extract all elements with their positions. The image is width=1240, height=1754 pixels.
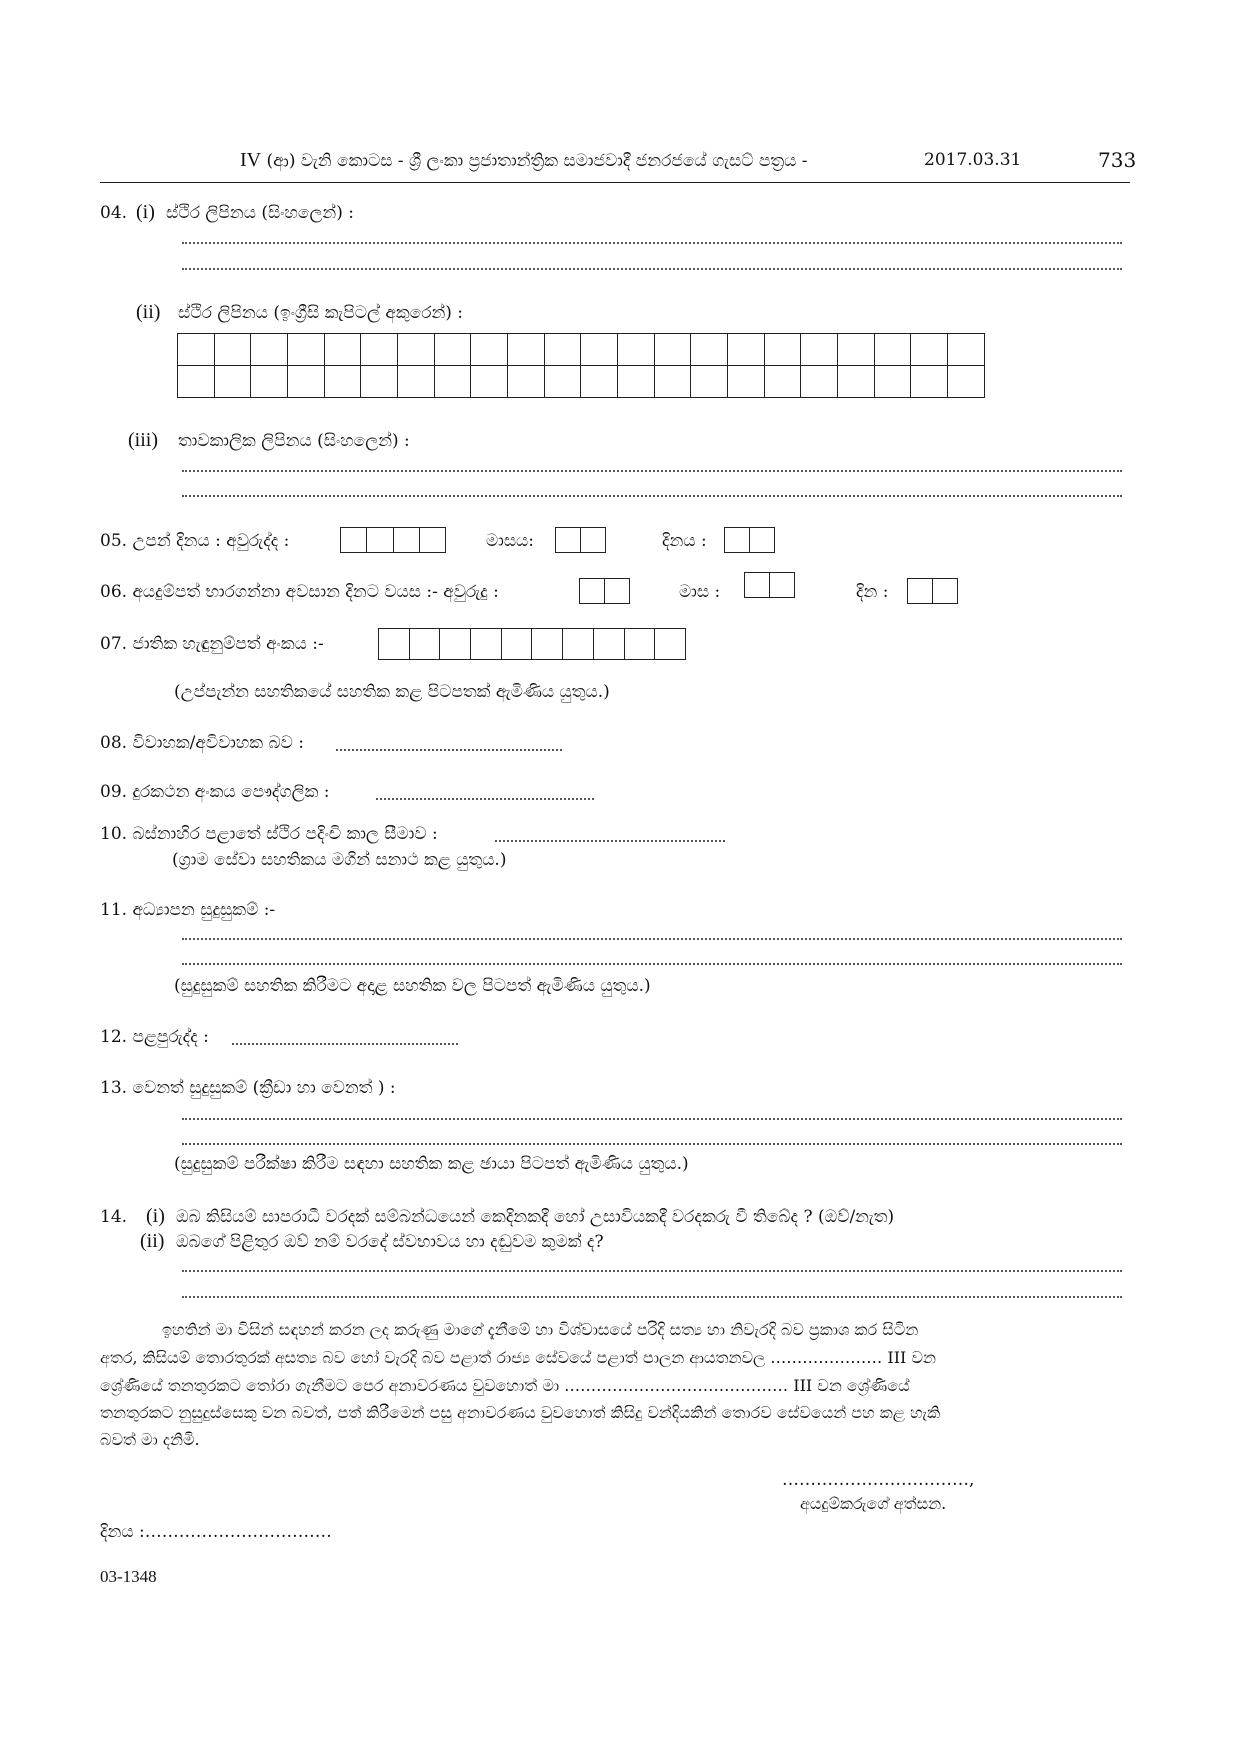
q04-i-line-2[interactable] — [182, 268, 1122, 270]
q14-line-2[interactable] — [182, 1296, 1122, 1298]
header-title — [240, 150, 808, 170]
q07-label: 07. ජාතික හැඳුනුම්පත් අංකය :- — [100, 634, 324, 654]
q08-line[interactable] — [336, 749, 562, 751]
q14-i-text: ඔබ කිසියම් සාපරාධී වරදක් සම්බන්ධයෙන් කෙදිනකදී හෝ උසාවියකදී වරදකරු වී තිබේද ? (ඔව්/නැත) — [176, 1207, 895, 1227]
date-field[interactable]: දිනය :…………………………… — [100, 1522, 332, 1542]
header-part-roman: IV — [240, 149, 262, 171]
q04-iii-line-2[interactable] — [182, 495, 1122, 497]
page-number: 733 — [1098, 148, 1137, 172]
q13-line-1[interactable] — [182, 1118, 1122, 1120]
q05-day-boxes[interactable] — [724, 527, 775, 553]
declaration-line-5: බවත් මා දනිමි. — [100, 1430, 200, 1449]
q04-iii-line-1[interactable] — [182, 470, 1122, 472]
q14-number: 14. — [100, 1207, 128, 1227]
q07-note: (උප්පැන්න සහතිකයේ සහතික කළ පිටපතක් ඇමිණිය යුතුය.) — [174, 682, 610, 702]
q14-line-1[interactable] — [182, 1270, 1122, 1272]
q11-line-1[interactable] — [182, 938, 1122, 940]
q13-line-2[interactable] — [182, 1143, 1122, 1145]
q06-day-boxes[interactable] — [907, 578, 958, 604]
q04-ii-label: (ii) — [136, 301, 161, 323]
q11-note: (සුදුසුකම් සහතික කිරීමට අදාළ සහතික වල පිටපත් ඇමිණිය යුතුය.) — [174, 976, 651, 996]
q14-i-label: (i) — [146, 1205, 165, 1227]
q10-line[interactable] — [495, 840, 725, 842]
q06-month-boxes[interactable] — [744, 572, 795, 598]
q13-note: (සුදුසුකම් පරීක්ෂා කිරීම සඳහා සහතික කළ ඡායා පිටපත් ඇමිණිය යුතුය.) — [174, 1154, 689, 1174]
q04-i-label: (i) — [136, 201, 155, 223]
q04-ii-address-grid[interactable] — [177, 333, 985, 398]
q05-label: 05. උපන් දිනය : අවුරුද්ද : — [100, 531, 290, 551]
q06-month-label: මාස : — [679, 582, 721, 602]
q04-iii-label: (iii) — [128, 429, 158, 451]
q12-label: 12. පළපුරුද්ද : — [100, 1027, 209, 1047]
q14-ii-label: (ii) — [140, 1230, 165, 1252]
q11-label: 11. අධ්‍යාපන සුදුසුකම් :- — [100, 900, 276, 920]
q05-day-label: දිනය : — [662, 531, 707, 551]
q04-number: 04. — [100, 203, 128, 223]
q04-iii-text: තාවකාලික ලිපිනය (සිංහලෙන්) : — [178, 431, 410, 451]
q06-day-label: දින : — [856, 582, 889, 602]
q09-line[interactable] — [376, 798, 594, 800]
header-rule — [100, 182, 1130, 183]
q09-label: 09. දුරකථන අංකය පෞද්ගලික : — [100, 782, 330, 802]
q06-label: 06. අයදුම්පත් භාරගන්නා අවසාන දිනට වයස :- අවුරුදු : — [100, 582, 499, 602]
q14-ii-text: ඔබගේ පිළිතුර ඔව් නම් වරදේ ස්වභාවය හා දඬුවම කුමක් ද? — [176, 1232, 604, 1252]
q05-month-boxes[interactable] — [555, 527, 606, 553]
q11-line-2[interactable] — [182, 963, 1122, 965]
q06-years-boxes[interactable] — [579, 578, 630, 604]
declaration-line-2: අතර, කිසියම් තොරතුරක් අසත්‍ය බව හෝ වැරදි බව පළාත් රාජ්‍ය සේවයේ පළාත් පාලන ආයතනවල ………………… III වන — [100, 1348, 936, 1367]
declaration-line-1: ඉහතින් මා විසින් සඳහන් කරන ලද කරුණු මාගේ දැනීමේ හා විශ්වාසයේ පරිදි සත්‍ය හා නිවැරදි බව ප්‍රකාශ කර සිටින — [162, 1320, 919, 1339]
q05-month-label: මාසය: — [486, 531, 534, 551]
declaration-line-3: ශ්‍රේණියේ තනතුරකට තෝරා ගැනීමට පෙර අනාවරණය වුවහොත් මා …………………………………… III වන ශ්‍රේණියේ — [100, 1376, 910, 1395]
q05-year-boxes[interactable] — [340, 527, 446, 553]
header-date: 2017.03.31 — [924, 150, 1022, 170]
header-part-text: (ආ) වැනි කොටස - ශ්‍රී ලංකා ප්‍රජාතාන්ත්‍රික සමාජවාදී ජනරජයේ ගැසට් පත්‍රය - — [266, 151, 808, 171]
q04-i-line-1[interactable] — [182, 242, 1122, 244]
reference-number: 03-1348 — [100, 1567, 157, 1586]
q10-note: (ග්‍රාම සේවා සහතිකය මගින් සනාථ කළ යුතුය.) — [172, 850, 507, 870]
signature-line[interactable]: ……………………………, — [782, 1470, 975, 1490]
q10-label: 10. බස්නාහිර පළාතේ ස්ථිර පදිංචි කාල සීමාව : — [100, 824, 438, 844]
q13-label: 13. වෙනත් සුදුසුකම් (ක්‍රීඩා හා වෙනත් ) : — [100, 1078, 396, 1098]
declaration-line-4: තනතුරකට නුසුදුස්සෙකු වන බවත්, පත් කිරීමෙන් පසු අනාවරණය වුවහොත් කිසිදු වන්දියකින් තොරව සේවයෙන් පහ කළ හැකි — [100, 1403, 941, 1422]
q07-nic-boxes[interactable] — [378, 628, 686, 660]
signature-label: අයදුම්කරුගේ අත්සන. — [800, 1494, 947, 1513]
q04-ii-text: ස්ථිර ලිපිනය (ඉංග්‍රීසි කැපිටල් අකුරෙන්) : — [178, 303, 464, 323]
q12-line[interactable] — [232, 1043, 458, 1045]
q04-i-text: ස්ථිර ලිපිනය (සිංහලෙන්) : — [166, 203, 354, 223]
q08-label: 08. විවාහක/අවිවාහක බව : — [100, 733, 304, 753]
